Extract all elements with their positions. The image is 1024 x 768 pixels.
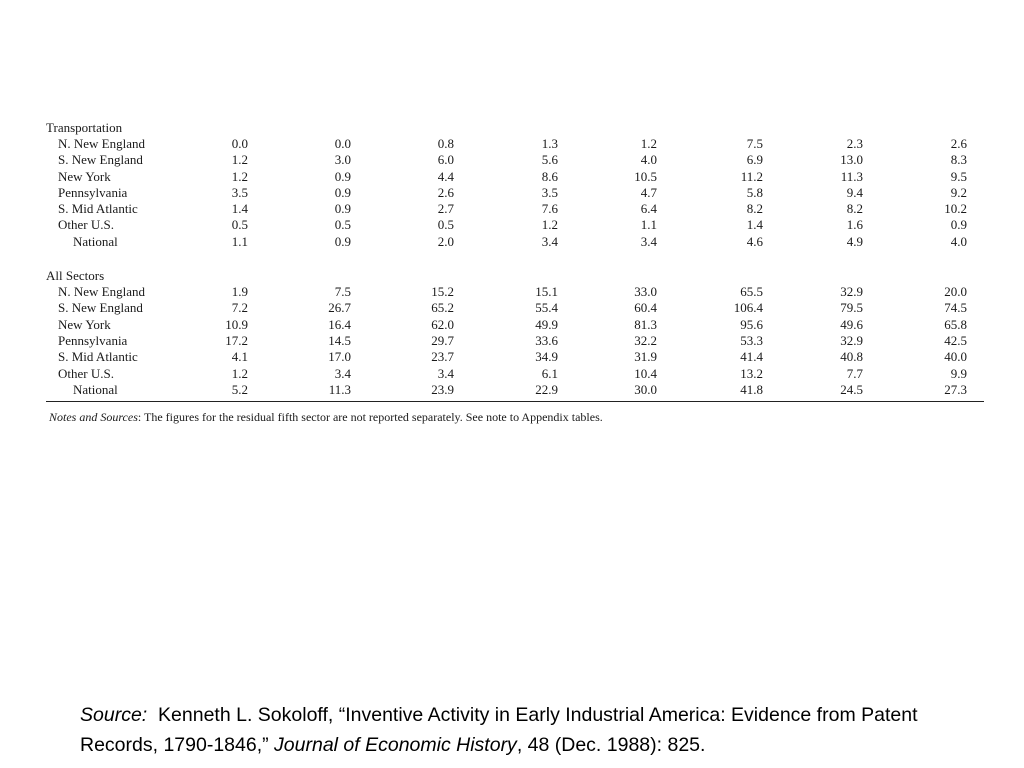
table-cell: 4.4 — [437, 168, 454, 184]
table-row — [46, 152, 986, 168]
table-cell: 27.3 — [944, 381, 967, 397]
table-cell: 65.8 — [944, 316, 967, 332]
table-cell: 1.2 — [231, 365, 248, 381]
table-cell: 0.9 — [334, 168, 351, 184]
table-row — [46, 201, 986, 217]
table-cell: 11.3 — [840, 168, 863, 184]
row-label: Pennsylvania — [58, 332, 128, 348]
table-cell: 0.9 — [334, 184, 351, 200]
table-cell: 15.2 — [431, 284, 454, 300]
table-bottom-rule — [46, 401, 984, 402]
row-label: N. New England — [58, 284, 146, 300]
row-label: National — [73, 233, 118, 249]
table-cell: 3.0 — [334, 152, 351, 168]
table-cell: 4.0 — [640, 152, 657, 168]
table-cell: 8.2 — [746, 201, 763, 217]
table-cell: 0.0 — [231, 136, 248, 151]
table-cell: 2.3 — [846, 136, 863, 151]
table-cell: 2.6 — [437, 184, 454, 200]
table-cell: 32.9 — [840, 284, 863, 300]
table-cell: 5.6 — [541, 152, 558, 168]
table-cell: 1.9 — [231, 284, 248, 300]
table-cell: 1.4 — [231, 201, 248, 217]
table-cell: 6.0 — [437, 152, 454, 168]
table-cell: 1.1 — [640, 217, 657, 233]
table-cell: 5.2 — [231, 381, 248, 397]
table-cell: 16.4 — [328, 316, 351, 332]
source-citation-tail: , 48 (Dec. 1988): 825. — [516, 734, 706, 756]
row-label: N. New England — [58, 136, 146, 151]
table-row — [46, 136, 986, 152]
table-cell: 32.2 — [634, 332, 657, 348]
table-cell: 1.2 — [541, 217, 558, 233]
row-label: Pennsylvania — [58, 184, 128, 200]
table-cell: 24.5 — [840, 381, 863, 397]
table-cell: 31.9 — [634, 349, 657, 365]
table-cell: 29.7 — [431, 332, 454, 348]
table-cell: 22.9 — [535, 381, 558, 397]
row-label: S. New England — [58, 152, 143, 168]
table-cell: 3.5 — [231, 184, 248, 200]
table-row — [46, 333, 986, 349]
row-label: New York — [58, 316, 111, 332]
table-row — [46, 217, 986, 233]
table-row — [46, 300, 986, 316]
table-cell: 41.4 — [740, 349, 763, 365]
table-cell: 0.9 — [334, 201, 351, 217]
table-cell: 1.1 — [231, 233, 248, 249]
source-journal: Journal of Economic History — [274, 734, 517, 756]
table-note — [49, 410, 603, 425]
table-cell: 9.2 — [950, 184, 967, 200]
table-cell: 0.9 — [334, 233, 351, 249]
table-cell: 0.5 — [334, 217, 351, 233]
table-cell: 9.4 — [846, 184, 863, 200]
table-cell: 7.5 — [334, 284, 351, 300]
table-cell: 34.9 — [535, 349, 558, 365]
table-cell: 30.0 — [634, 381, 657, 397]
table-cell: 23.9 — [431, 381, 454, 397]
notes-text: : The figures for the residual fifth sector are not reported separately. See note to Appendix tables. — [137, 410, 603, 424]
table-cell: 4.9 — [846, 233, 863, 249]
notes-label: Notes and Sources — [49, 410, 138, 424]
table-cell: 40.8 — [840, 349, 863, 365]
table-cell: 1.3 — [541, 136, 558, 151]
table-cell: 2.0 — [437, 233, 454, 249]
section-heading: Transportation — [46, 120, 123, 135]
table-cell: 23.7 — [431, 349, 454, 365]
table-cell: 0.5 — [231, 217, 248, 233]
table-cell: 4.0 — [950, 233, 967, 249]
table-row — [46, 349, 986, 365]
table-cell: 11.3 — [328, 381, 351, 397]
table-row — [46, 366, 986, 382]
table-row — [46, 169, 986, 185]
table-cell: 17.0 — [328, 349, 351, 365]
table-cell: 4.1 — [231, 349, 248, 365]
table-cell: 7.7 — [846, 365, 863, 381]
row-label: Other U.S. — [58, 365, 114, 381]
table-cell: 17.2 — [225, 332, 248, 348]
table-cell: 20.0 — [944, 284, 967, 300]
source-author-title: Kenneth L. Sokoloff, “Inventive Activity in Early Industrial America: Evidence from Patent Records, 1790-1846,” — [80, 704, 918, 756]
row-label: S. New England — [58, 300, 143, 316]
source-citation — [80, 700, 980, 760]
table-cell: 13.0 — [840, 152, 863, 168]
table-cell: 7.6 — [541, 201, 558, 217]
section-heading: All Sectors — [46, 268, 105, 284]
table-row — [46, 284, 986, 300]
table-cell: 53.3 — [740, 332, 763, 348]
table-cell: 95.6 — [740, 316, 763, 332]
table-body — [46, 120, 986, 398]
table-cell: 13.2 — [740, 365, 763, 381]
table-cell: 60.4 — [634, 300, 657, 316]
table-cell: 62.0 — [431, 316, 454, 332]
table-cell: 3.4 — [541, 233, 558, 249]
table-cell: 15.1 — [535, 284, 558, 300]
row-label: New York — [58, 168, 111, 184]
table-cell: 40.0 — [944, 349, 967, 365]
table-row — [46, 317, 986, 333]
table-cell: 74.5 — [944, 300, 967, 316]
table-cell: 0.5 — [437, 217, 454, 233]
table-cell: 3.4 — [437, 365, 454, 381]
table-cell: 14.5 — [328, 332, 351, 348]
table-cell: 81.3 — [634, 316, 657, 332]
table-row — [46, 185, 986, 201]
table-cell: 65.2 — [431, 300, 454, 316]
table-cell: 33.0 — [634, 284, 657, 300]
table-cell: 10.5 — [634, 168, 657, 184]
table-cell: 10.4 — [634, 365, 657, 381]
section-gap — [46, 250, 986, 268]
table-cell: 42.5 — [944, 332, 967, 348]
table-cell: 79.5 — [840, 300, 863, 316]
table-cell: 4.7 — [640, 184, 657, 200]
table-row — [46, 382, 986, 398]
table-cell: 8.3 — [950, 152, 967, 168]
table-cell: 6.9 — [746, 152, 763, 168]
table-row — [46, 234, 986, 250]
table-cell: 1.2 — [640, 136, 657, 151]
table-cell: 33.6 — [535, 332, 558, 348]
table-cell: 9.9 — [950, 365, 967, 381]
row-label: National — [73, 381, 118, 397]
table-cell: 9.5 — [950, 168, 967, 184]
table-cell: 26.7 — [328, 300, 351, 316]
table-cell: 2.7 — [437, 201, 454, 217]
table-cell: 8.6 — [541, 168, 558, 184]
table-cell: 1.6 — [846, 217, 863, 233]
table-cell: 65.5 — [740, 284, 763, 300]
source-label: Source: — [80, 704, 148, 726]
table-cell: 32.9 — [840, 332, 863, 348]
table-cell: 1.4 — [746, 217, 763, 233]
table-section — [46, 120, 986, 250]
table-cell: 6.1 — [541, 365, 558, 381]
table-cell: 10.2 — [944, 201, 967, 217]
table-cell: 3.4 — [334, 365, 351, 381]
table-cell: 0.0 — [334, 136, 351, 151]
table-cell: 6.4 — [640, 201, 657, 217]
row-label: Other U.S. — [58, 217, 114, 233]
table-cell: 11.2 — [740, 168, 763, 184]
table-cell: 0.8 — [437, 136, 454, 151]
table-cell: 7.5 — [746, 136, 763, 151]
table-cell: 3.4 — [640, 233, 657, 249]
table-cell: 4.6 — [746, 233, 763, 249]
table-cell: 106.4 — [733, 300, 763, 316]
table-section — [46, 268, 986, 398]
table-cell: 2.6 — [950, 136, 967, 151]
table-cell: 8.2 — [846, 201, 863, 217]
row-label: S. Mid Atlantic — [58, 349, 138, 365]
table-cell: 10.9 — [225, 316, 248, 332]
table-cell: 49.6 — [840, 316, 863, 332]
table-cell: 41.8 — [740, 381, 763, 397]
table-cell: 1.2 — [231, 152, 248, 168]
table-cell: 5.8 — [746, 184, 763, 200]
table-cell: 49.9 — [535, 316, 558, 332]
scanned-table — [46, 120, 986, 424]
row-label: S. Mid Atlantic — [58, 201, 138, 217]
table-cell: 1.2 — [231, 168, 248, 184]
table-cell: 3.5 — [541, 184, 558, 200]
table-cell: 7.2 — [231, 300, 248, 316]
table-cell: 0.9 — [950, 217, 967, 233]
table-cell: 55.4 — [535, 300, 558, 316]
